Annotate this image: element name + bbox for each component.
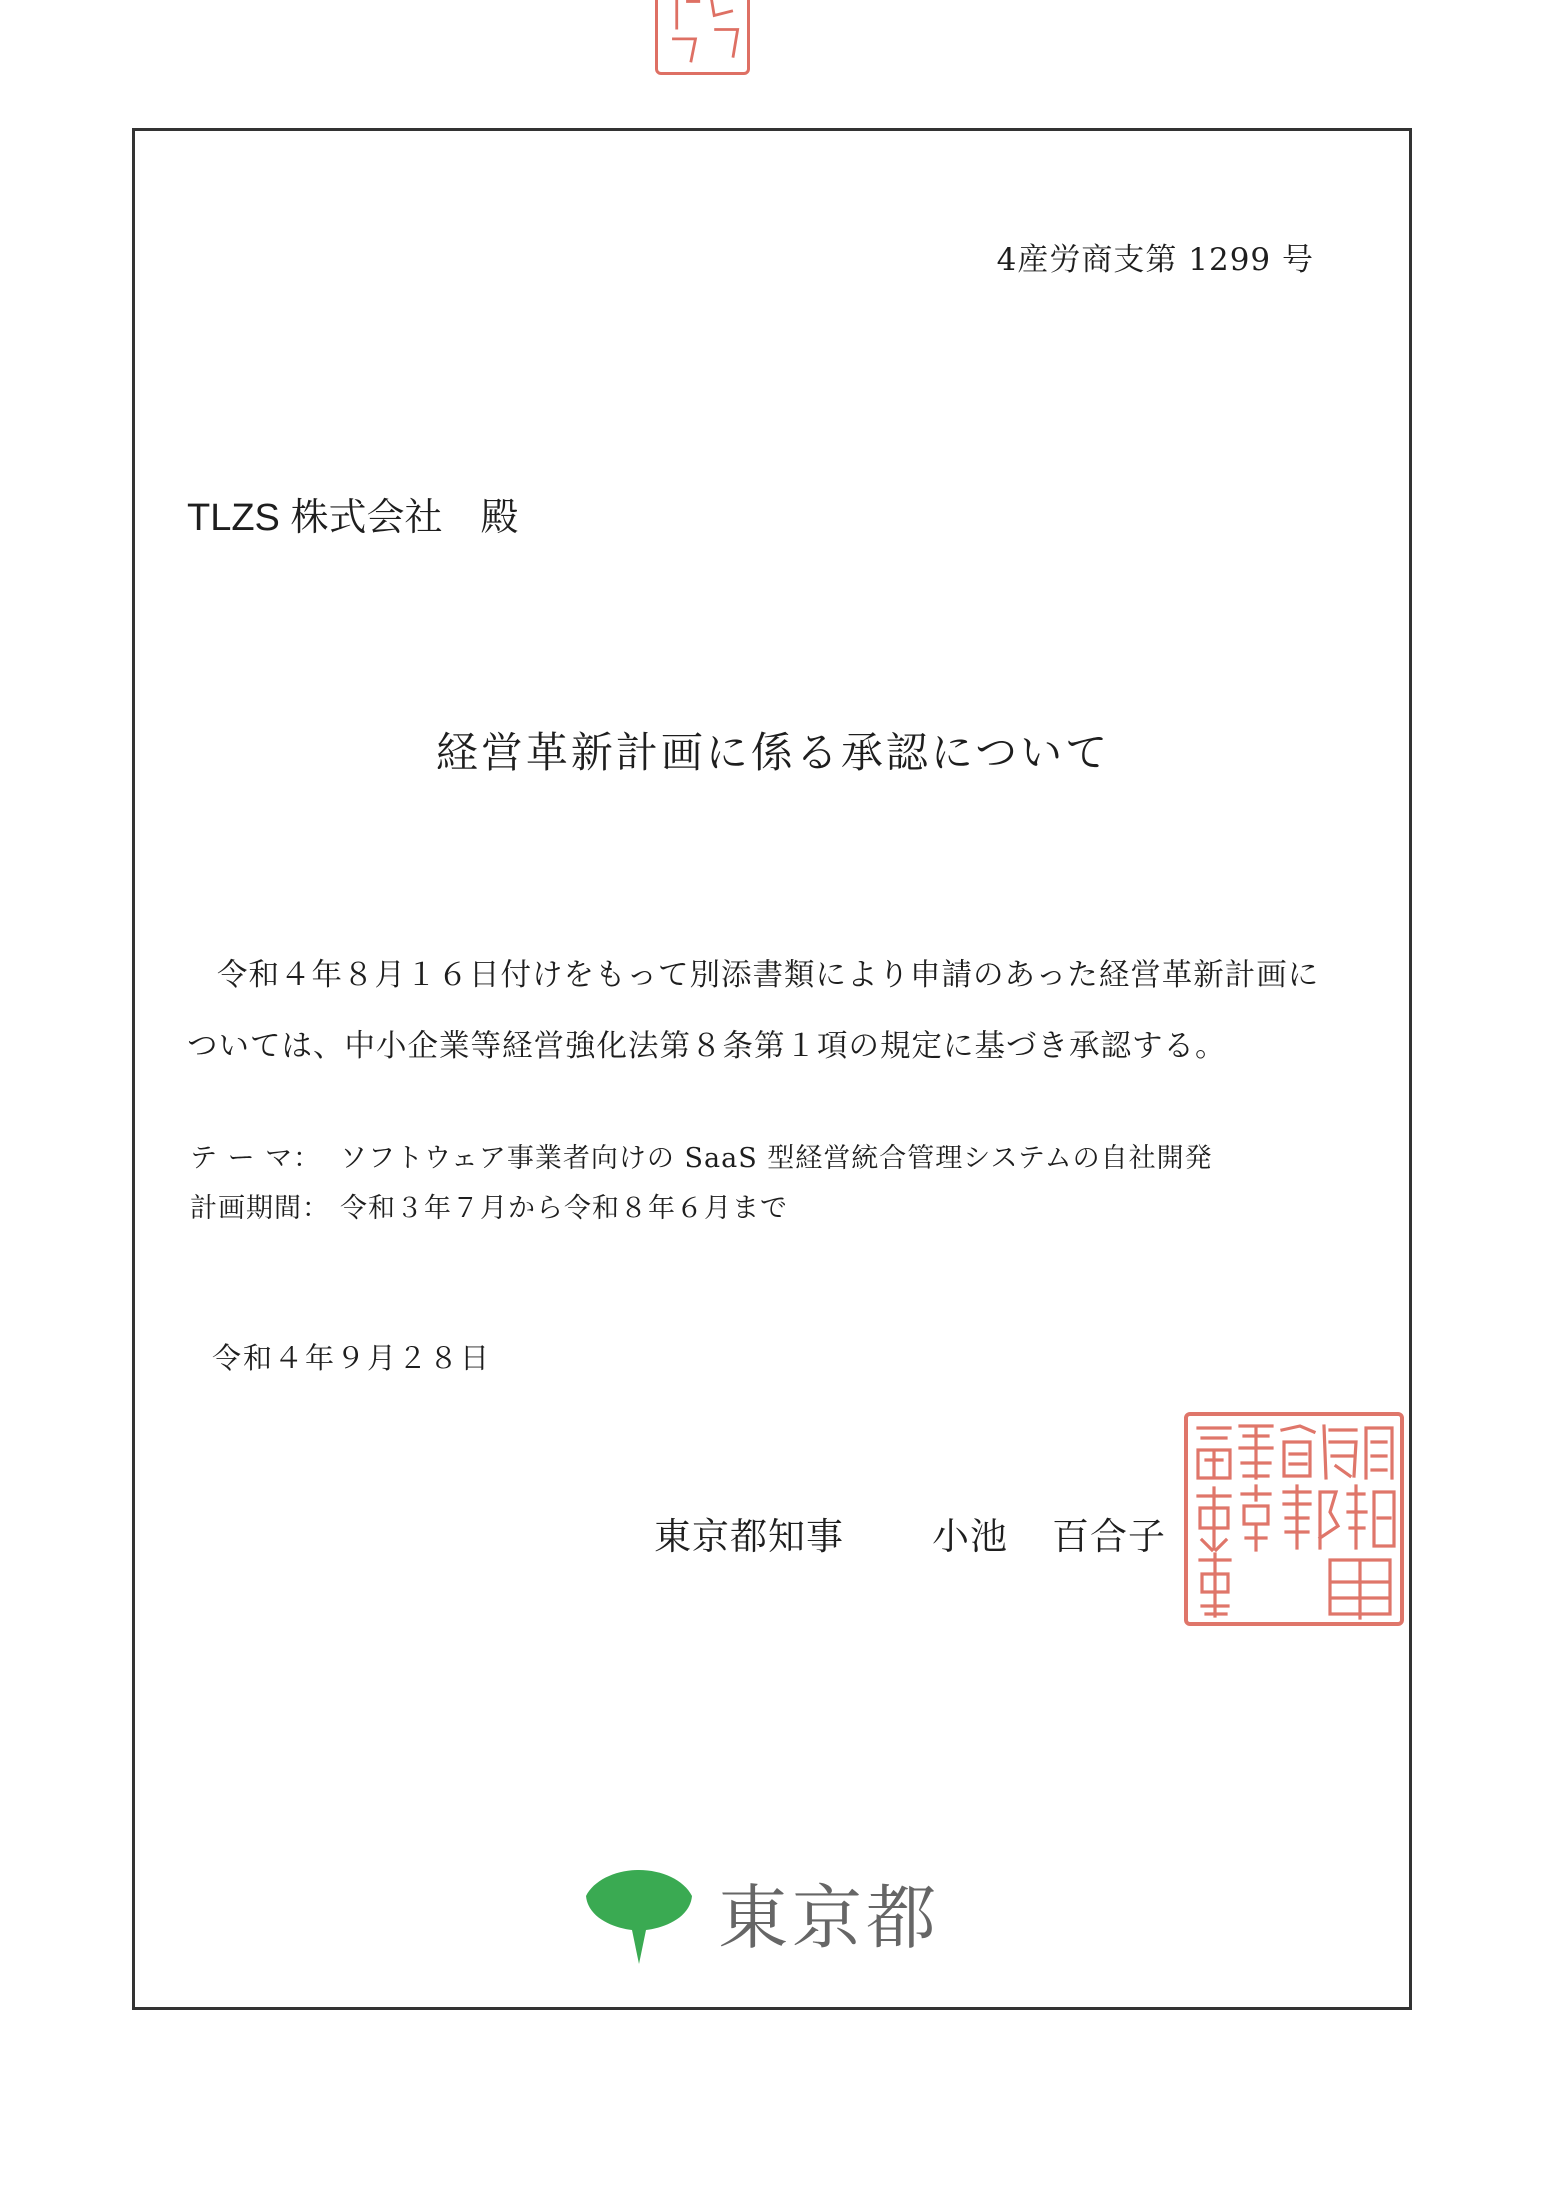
issue-date: 令和４年９月２８日 [212,1341,492,1375]
body-text: 令和４年８月１６日付けをもって別添書類により申請のあった経営革新計画については、中小企業等経営強化法第８条第１項の規定に基づき承認する。 [187,958,1320,1064]
theme-label: テ ー マ： [190,1143,322,1174]
addressee: TLZS 株式会社 殿 [187,497,519,539]
signer-surname: 小池 [932,1515,1008,1558]
top-partial-seal [655,0,750,75]
official-seal [1180,1408,1408,1630]
ginkgo-leaf-icon [584,1856,694,1966]
theme-value: ソフトウェア事業者向けの SaaS 型経営統合管理システムの自社開発 [340,1143,1213,1174]
document-title: 経営革新計画に係る承認について [435,728,1111,777]
signer-title: 東京都知事 [654,1515,844,1558]
partial-seal-glyphs [658,0,747,72]
plan-period-value: 令和３年７月から令和８年６月まで [340,1193,788,1224]
plan-period-row [190,1186,788,1225]
signer [654,1506,1166,1560]
signer-given-name: 百合子 [1052,1515,1166,1558]
theme-row [190,1136,1213,1175]
footer-logo-text: 東京都 [718,1877,940,1959]
document-number: 4産労商支第 1299 号 [996,242,1314,278]
plan-period-label: 計画期間： [190,1193,330,1224]
seal-graphic [1180,1408,1408,1630]
